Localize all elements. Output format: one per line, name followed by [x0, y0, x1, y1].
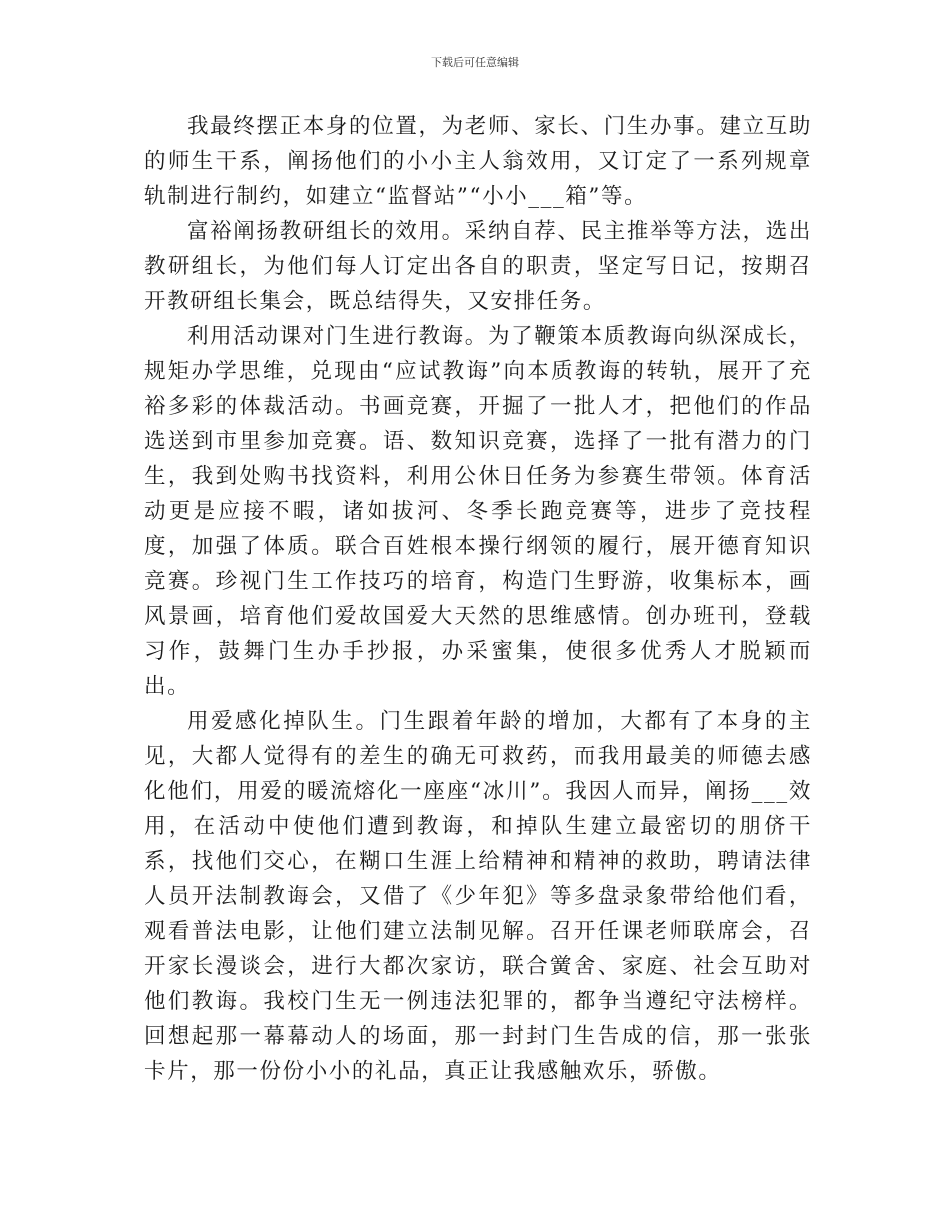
paragraph: 富裕阐扬教研组长的效用。采纳自荐、民主推举等方法，选出教研组长，为他们每人订定出各自的职责，坚定写日记，按期召开教研组长集会，既总结得失，又安排任务。	[144, 219, 812, 314]
document-body	[144, 109, 812, 1089]
page-header: 下载后可任意编辑	[431, 56, 519, 69]
paragraph: 利用活动课对门生进行教诲。为了鞭策本质教诲向纵深成长，规矩办学思维，兑现由“应试教诲”向本质教诲的转轨，展开了充裕多彩的体裁活动。书画竞赛，开掘了一批人才，把他们的作品选送到市里参加竞赛。语、数知识竞赛，选择了一批有潜力的门生，我到处购书找资料，利用公休日任务为参赛生带领。体育活动更是应接不暇，诸如拔河、冬季长跑竞赛等，进步了竞技程度，加强了体质。联合百姓根本操行纲领的履行，展开德育知识竞赛。珍视门生工作技巧的培育，构造门生野游，收集标本，画风景画，培育他们爱故国爱大天然的思维感情。创办班刊，登载习作，鼓舞门生办手抄报，办采蜜集，使很多优秀人才脱颖而出。	[144, 324, 812, 699]
paragraph: 我最终摆正本身的位置，为老师、家长、门生办事。建立互助的师生干系，阐扬他们的小小主人翁效用，又订定了一系列规章轨制进行制约，如建立“监督站”“小小___箱”等。	[144, 114, 812, 209]
paragraph: 用爱感化掉队生。门生跟着年龄的增加，大都有了本身的主见，大都人觉得有的差生的确无可救药，而我用最美的师德去感化他们，用爱的暖流熔化一座座“冰川”。我因人而异，阐扬___效用，在活动中使他们遭到教诲，和掉队生建立最密切的朋侪干系，找他们交心，在糊口生涯上给精神和精神的救助，聘请法律人员开法制教诲会，又借了《少年犯》等多盘录象带给他们看，观看普法电影，让他们建立法制见解。召开任课老师联席会，召开家长漫谈会，进行大都次家访，联合黉舍、家庭、社会互助对他们教诲。我校门生无一例违法犯罪的，都争当遵纪守法榜样。回想起那一幕幕动人的场面，那一封封门生告成的信，那一张张卡片，那一份份小小的礼品，真正让我感触欢乐，骄傲。	[144, 709, 812, 1084]
